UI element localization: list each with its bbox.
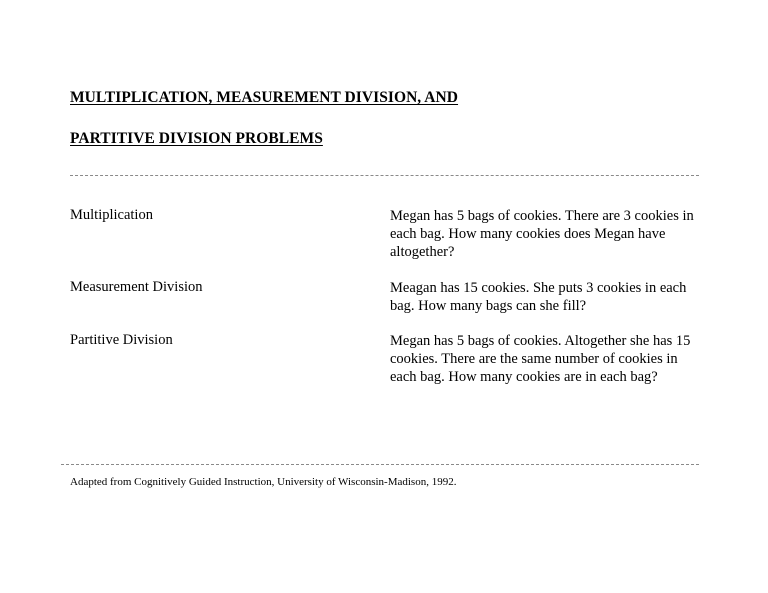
problem-text-partitive-division: Megan has 5 bags of cookies. Altogether she has 15 cookies. There are the same number of cookies in each bag. How many cookies are in each bag? bbox=[390, 333, 691, 385]
problem-type-partitive-division: Partitive Division bbox=[70, 332, 173, 348]
bottom-dashed-divider bbox=[61, 464, 699, 465]
problem-text-measurement-division: Meagan has 15 cookies. She puts 3 cookies in each bag. How many bags can she fill? bbox=[390, 280, 687, 314]
problem-type-measurement-division: Measurement Division bbox=[70, 279, 203, 295]
problem-type-multiplication: Multiplication bbox=[70, 207, 153, 223]
footer-citation: Adapted from Cognitively Guided Instruction, University of Wisconsin-Madison, 1992. bbox=[70, 476, 457, 488]
top-dashed-divider bbox=[70, 175, 699, 176]
page-title-line-2: PARTITIVE DIVISION PROBLEMS bbox=[70, 130, 323, 147]
problem-text-multiplication: Megan has 5 bags of cookies. There are 3 cookies in each bag. How many cookies does Megan have altogether? bbox=[390, 208, 694, 260]
page-title-line-1: MULTIPLICATION, MEASUREMENT DIVISION, AND bbox=[70, 89, 459, 106]
